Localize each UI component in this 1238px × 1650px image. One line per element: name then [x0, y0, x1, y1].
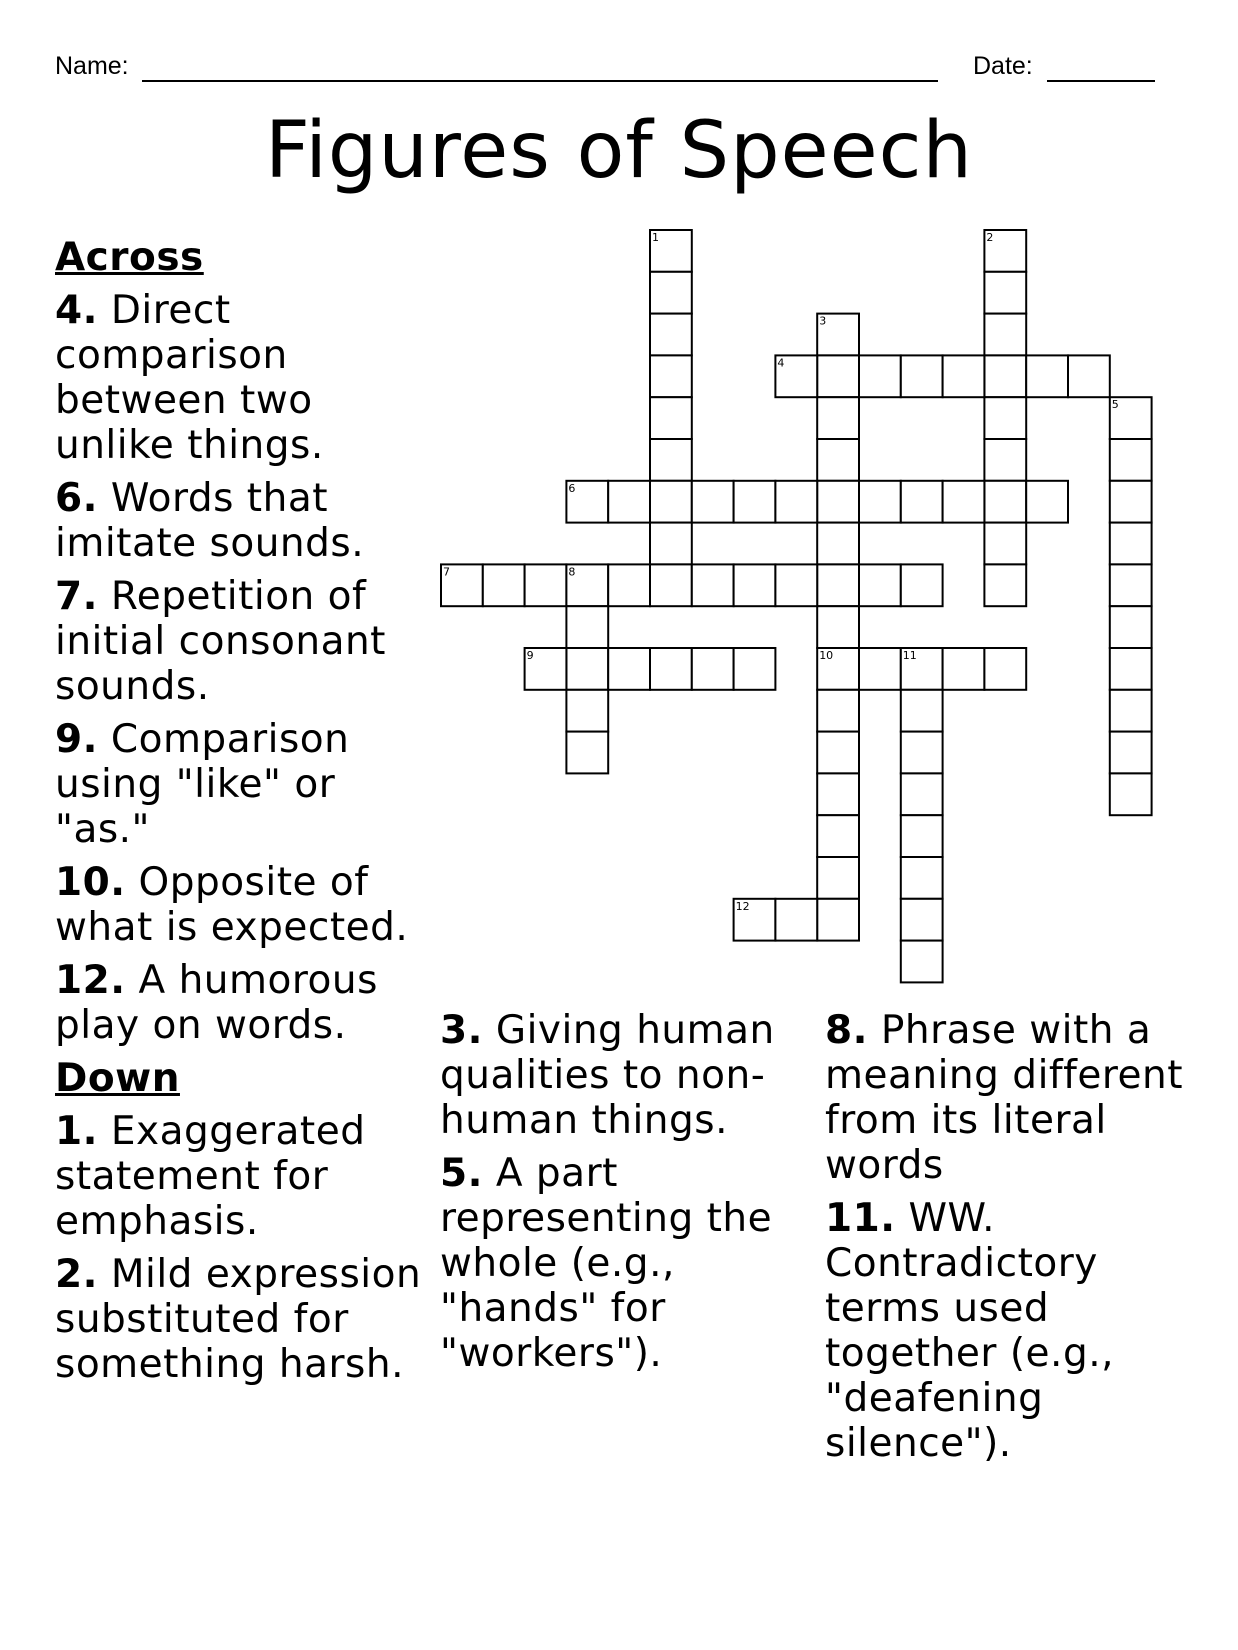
- grid-cell[interactable]: [859, 564, 901, 606]
- grid-cell[interactable]: [943, 355, 985, 397]
- grid-cell[interactable]: [650, 397, 692, 439]
- grid-cell[interactable]: [984, 314, 1026, 356]
- grid-cell[interactable]: [984, 272, 1026, 314]
- grid-cell[interactable]: [984, 523, 1026, 565]
- clue-number: 12: [735, 899, 750, 913]
- grid-cell[interactable]: [566, 690, 608, 732]
- grid-cell[interactable]: [775, 899, 817, 941]
- across-heading: Across: [55, 235, 204, 280]
- across-clue: 9. Comparison using "like" or "as.": [55, 717, 350, 852]
- clues-column-3: [825, 1008, 1215, 1474]
- grid-cell[interactable]: [1110, 648, 1152, 690]
- clue-number: 6: [568, 481, 576, 495]
- grid-cell[interactable]: [943, 481, 985, 523]
- grid-cell[interactable]: [859, 648, 901, 690]
- across-clue: 7. Repetition of initial consonant sounds.: [55, 574, 386, 709]
- across-clue: 6. Words that imitate sounds.: [55, 476, 365, 566]
- down-clue: 8. Phrase with a meaning different from its literal words: [825, 1008, 1184, 1188]
- grid-cell[interactable]: [817, 481, 859, 523]
- grid-cell[interactable]: [817, 439, 859, 481]
- grid-cell[interactable]: [692, 481, 734, 523]
- grid-cell[interactable]: [1110, 690, 1152, 732]
- down-clue: 1. Exaggerated statement for emphasis.: [55, 1109, 366, 1244]
- clues-column-2: [440, 1008, 792, 1384]
- grid-cell[interactable]: [650, 314, 692, 356]
- grid-cell[interactable]: [817, 899, 859, 941]
- grid-cell[interactable]: [1110, 439, 1152, 481]
- clue-number: 1: [652, 231, 659, 244]
- grid-cell[interactable]: [901, 899, 943, 941]
- grid-cell[interactable]: [901, 773, 943, 815]
- grid-cell[interactable]: [901, 564, 943, 606]
- page-title: Figures of Speech: [265, 106, 973, 196]
- grid-cell[interactable]: [817, 564, 859, 606]
- across-clue: 12. A humorous play on words.: [55, 958, 378, 1048]
- grid-cell[interactable]: [650, 355, 692, 397]
- name-label: Name:: [55, 52, 129, 80]
- grid-cell[interactable]: [901, 690, 943, 732]
- grid-cell[interactable]: [984, 397, 1026, 439]
- grid-cell[interactable]: [608, 564, 650, 606]
- grid-cell[interactable]: [525, 564, 567, 606]
- grid-cell[interactable]: [984, 564, 1026, 606]
- grid-cell[interactable]: [650, 564, 692, 606]
- grid-cell[interactable]: [692, 564, 734, 606]
- grid-cell[interactable]: [1110, 732, 1152, 774]
- grid-cell[interactable]: [901, 732, 943, 774]
- grid-cell[interactable]: [901, 857, 943, 899]
- grid-cell[interactable]: [984, 648, 1026, 690]
- grid-cell[interactable]: [775, 481, 817, 523]
- grid-cell[interactable]: [817, 815, 859, 857]
- grid-cell[interactable]: [1110, 523, 1152, 565]
- grid-cell[interactable]: [1110, 481, 1152, 523]
- grid-cell[interactable]: [608, 481, 650, 523]
- down-clue: 11. WW. Contradictory terms used together (e.g., "deafening silence").: [825, 1196, 1114, 1466]
- clue-number: 9: [526, 649, 534, 662]
- clues-column-1: [55, 235, 430, 1395]
- grid-cell[interactable]: [859, 355, 901, 397]
- clue-number: 3: [819, 314, 827, 328]
- grid-cell[interactable]: [734, 481, 776, 523]
- grid-cell[interactable]: [1068, 355, 1110, 397]
- down-clue: 5. A part representing the whole (e.g., "hands" for "workers").: [440, 1151, 773, 1376]
- grid-cell[interactable]: [817, 523, 859, 565]
- grid-cell[interactable]: [1026, 355, 1068, 397]
- grid-cell[interactable]: [901, 355, 943, 397]
- grid-cell[interactable]: [775, 564, 817, 606]
- down-heading: Down: [55, 1056, 180, 1101]
- grid-cell[interactable]: [566, 606, 608, 648]
- clue-number: 10: [819, 649, 834, 662]
- grid-cell[interactable]: [984, 481, 1026, 523]
- clue-number: 4: [777, 356, 785, 370]
- grid-cell[interactable]: [650, 648, 692, 690]
- grid-cell[interactable]: [1110, 606, 1152, 648]
- grid-cell[interactable]: [817, 773, 859, 815]
- grid-cell[interactable]: [817, 397, 859, 439]
- grid-cell[interactable]: [1026, 481, 1068, 523]
- grid-cell[interactable]: [817, 606, 859, 648]
- across-clue: 4. Direct comparison between two unlike things.: [55, 288, 324, 468]
- grid-cell[interactable]: [734, 564, 776, 606]
- grid-cell[interactable]: [566, 732, 608, 774]
- grid-cell[interactable]: [608, 648, 650, 690]
- grid-cell[interactable]: [859, 481, 901, 523]
- grid-cell[interactable]: [817, 857, 859, 899]
- grid-cell[interactable]: [483, 564, 525, 606]
- down-clue: 2. Mild expression substituted for something harsh.: [55, 1252, 422, 1387]
- grid-cell[interactable]: [943, 648, 985, 690]
- clue-number: 5: [1111, 398, 1119, 412]
- grid-cell[interactable]: [692, 648, 734, 690]
- grid-cell[interactable]: [984, 439, 1026, 481]
- clue-number: 7: [443, 565, 450, 579]
- grid-cell[interactable]: [817, 690, 859, 732]
- grid-cell[interactable]: [817, 732, 859, 774]
- grid-cell[interactable]: [1110, 564, 1152, 606]
- clue-number: 8: [568, 565, 576, 579]
- grid-cell[interactable]: [650, 272, 692, 314]
- grid-cell[interactable]: [901, 941, 943, 983]
- date-label: Date:: [973, 52, 1033, 80]
- grid-cell[interactable]: [566, 648, 608, 690]
- clue-number: 11: [902, 649, 917, 662]
- grid-cell[interactable]: [734, 648, 776, 690]
- grid-cell[interactable]: [901, 815, 943, 857]
- down-clue: 3. Giving human qualities to non-human things.: [440, 1008, 775, 1143]
- grid-cell[interactable]: [984, 355, 1026, 397]
- clue-number: 2: [986, 231, 994, 244]
- grid-cell[interactable]: [817, 355, 859, 397]
- grid-cell[interactable]: [650, 481, 692, 523]
- grid-cell[interactable]: [901, 481, 943, 523]
- grid-cell[interactable]: [650, 439, 692, 481]
- grid-cell[interactable]: [650, 523, 692, 565]
- across-clue: 10. Opposite of what is expected.: [55, 860, 409, 950]
- grid-cell[interactable]: [1110, 773, 1152, 815]
